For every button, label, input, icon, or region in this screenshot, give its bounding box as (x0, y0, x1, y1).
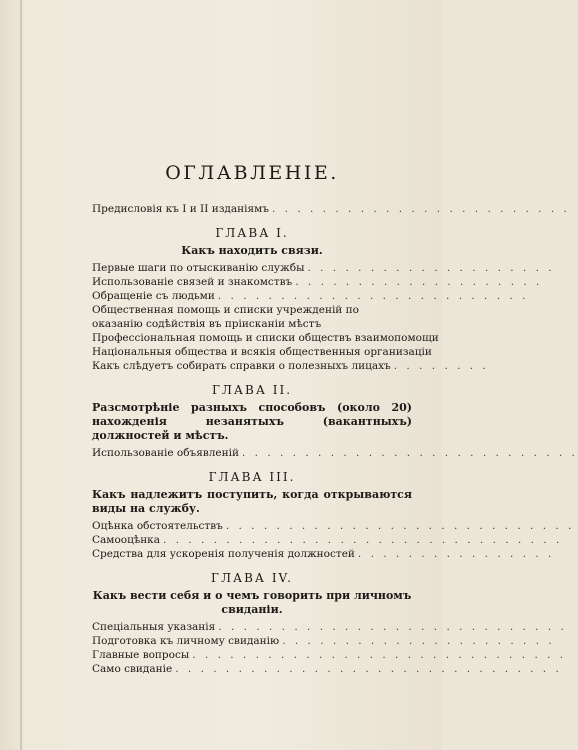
chapter-label: ГЛАВА III. (208, 470, 296, 484)
toc-entry (92, 620, 567, 634)
toc-entry (92, 261, 555, 275)
toc-entry-label: Обращеніе съ людьми (92, 290, 215, 302)
toc-entry-label: Использованіе связей и знакомствъ (92, 276, 293, 288)
toc-entry (92, 359, 489, 373)
toc-entry (92, 446, 578, 460)
leader-dots: . . . . . . . . . . . . . . . . . . . . . . . . (271, 203, 570, 215)
leader-dots: . . . . . . . . . . . . . . . . . . . . . . . . . . . . . . (192, 649, 567, 661)
toc-entry-label: Самооцѣнка (92, 534, 161, 546)
toc-entry-preface (92, 202, 570, 216)
table-of-contents (92, 150, 578, 676)
toc-entry-label: Первые шаги по отыскиванію службы (92, 262, 305, 274)
chapter-3 (92, 470, 575, 561)
leader-dots: . . . . . . . . . . . . . . . . . . . . . . . . . . . . . . . . (163, 534, 563, 546)
toc-entry (92, 345, 432, 359)
chapter-2 (92, 383, 578, 460)
toc-entry-label: Спеціальныя указанія (92, 621, 216, 633)
leader-dots: . . . . . . . . . . . . . . . . . . . . . . . . . (217, 290, 529, 302)
chapter-label: ГЛАВА I. (215, 226, 289, 240)
toc-entry-label: Оцѣнка обстоятельствъ (92, 520, 223, 532)
toc-entry-label: Общественная помощь и списки учрежденій по оказанію содѣйствія въ прiисканiи мѣстъ (92, 304, 359, 330)
toc-entry-label: Національныя общества и всякія общественныя организаціи (92, 346, 432, 358)
chapter-heading: Разсмотрѣніе разныхъ способовъ (около 20) нахожденія незанятыхъ (вакантныхъ) должностей и мѣстъ. (92, 401, 412, 442)
leader-dots: . . . . . . . . . . . . . . . . . . . . . . . . . . . . (225, 520, 575, 532)
leader-dots: . . . . . . . . . . . . . . . . . . . . (307, 262, 555, 274)
chapter-label: ГЛАВА IV. (211, 571, 293, 585)
toc-entry-label: Средства для ускоренія полученія должностей (92, 548, 355, 560)
chapter-heading: Какъ находить связи. (181, 244, 323, 257)
toc-entry (92, 289, 529, 303)
chapter-heading: Какъ вести себя и о чемъ говорить при личномъ свиданіи. (92, 589, 412, 616)
toc-entry (92, 331, 439, 345)
leader-dots: . . . . . . . . . . . . . . . . . . . . . . . . . . . . . . . (175, 663, 562, 675)
toc-entry (92, 662, 562, 676)
leader-dots: . . . . . . . . . . . . . . . . . . . . (295, 276, 543, 288)
leader-dots: . . . . . . . . (393, 360, 489, 372)
toc-entry (92, 634, 555, 648)
toc-entry-label: Само свиданіе (92, 663, 173, 675)
toc-entry-label: Использованіе объявленій (92, 447, 239, 459)
chapter-4 (92, 571, 567, 676)
toc-entry (92, 547, 555, 561)
leader-dots: . . . . . . . . . . . . . . . . (357, 548, 555, 560)
page-spine-edge (20, 0, 22, 750)
leader-dots: . . . . . . . . . . . . . . . . . . . . . . (282, 635, 555, 647)
chapter-label: ГЛАВА II. (211, 383, 293, 397)
leader-dots: . . . . . . . . . . . . . . . . . . . . . . . . . . . . (218, 621, 567, 633)
toc-entry (92, 648, 567, 662)
toc-entry-label: Главные вопросы (92, 649, 190, 661)
chapter-heading: Какъ надлежитъ поступить, когда открываются виды на службу. (92, 488, 412, 515)
toc-entry-label: Профессіональная помощь и списки обществъ взаимопомощи (92, 332, 439, 344)
toc-entry-label: Подготовка къ личному свиданію (92, 635, 280, 647)
leader-dots: . . . . . . . . . . . . . . . . . . . . . . . . . . . (241, 447, 578, 459)
toc-entry (92, 303, 412, 331)
toc-entry (92, 275, 543, 289)
toc-entry (92, 533, 563, 547)
toc-entry-label: Какъ слѣдуетъ собирать справки о полезныхъ лицахъ (92, 360, 391, 372)
toc-entry (92, 519, 575, 533)
chapter-1 (92, 226, 555, 373)
toc-title: ОГЛАВЛЕНIЕ. (165, 162, 339, 184)
toc-entry-label: Предисловія къ I и II изданіямъ (92, 203, 269, 215)
